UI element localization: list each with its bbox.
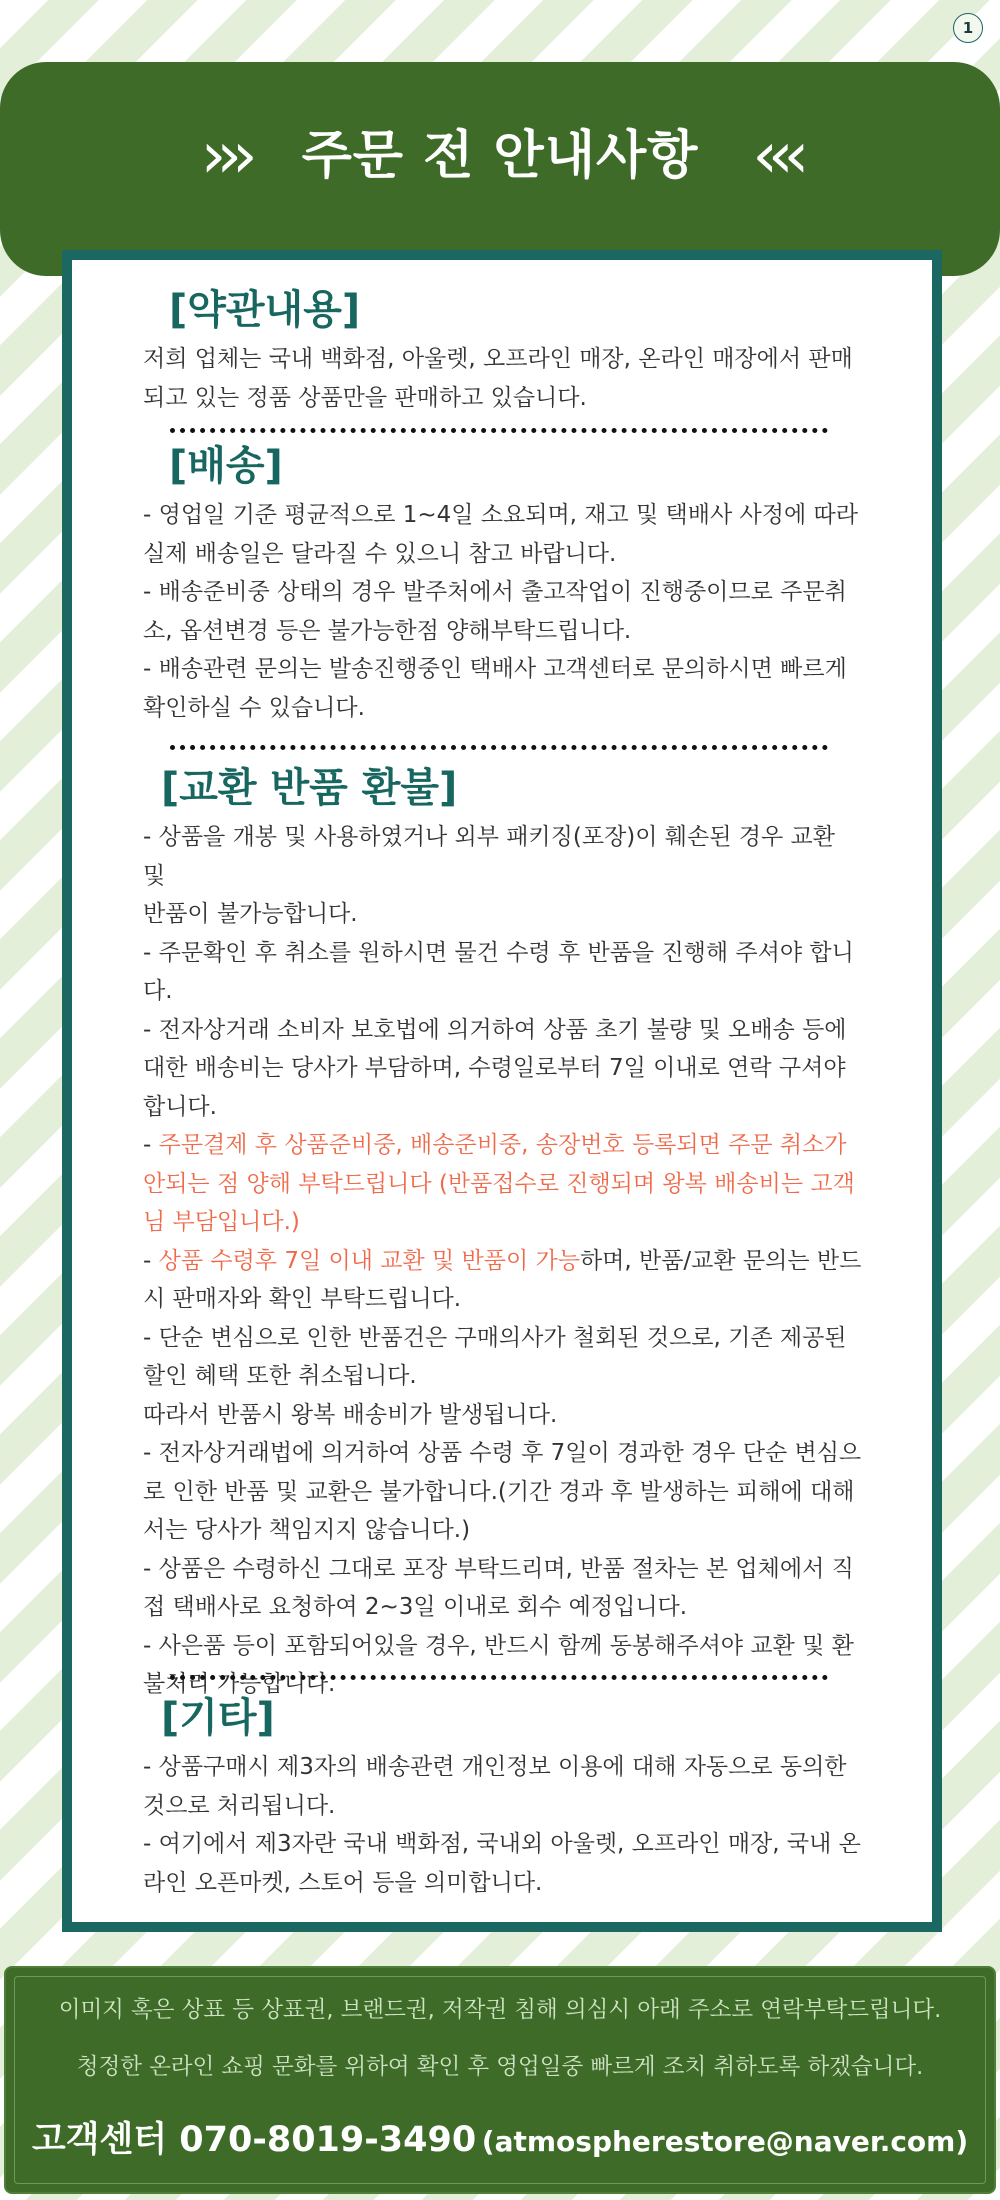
customer-center-phone: 고객센터 070-8019-3490 xyxy=(31,2120,477,2160)
terms-line: 되고 있는 정품 상품만을 판매하고 있습니다. xyxy=(143,384,587,411)
etc-line: 것으로 처리됩니다. xyxy=(143,1792,336,1819)
returns-line: - 상품은 수령하신 그대로 포장 부탁드리며, 반품 절차는 본 업체에서 직 xyxy=(143,1555,854,1582)
returns-highlight-text: 상품 수령후 7일 이내 교환 및 반품이 가능 xyxy=(158,1247,580,1274)
returns-line: 서는 당사가 책임지지 않습니다.) xyxy=(143,1517,471,1543)
section-divider xyxy=(170,1675,828,1680)
customer-center-email: (atmospherestore@naver.com) xyxy=(481,2125,969,2158)
page-title xyxy=(0,118,1000,195)
returns-warning-text: 주문결제 후 상품준비중, 배송준비중, 송장번호 등록되면 주문 취소가 xyxy=(158,1132,847,1158)
returns-section xyxy=(143,762,863,1704)
page-number-badge: 1 xyxy=(953,13,983,43)
terms-section xyxy=(143,284,863,417)
returns-warning-line xyxy=(143,1126,863,1165)
shipping-section xyxy=(143,440,863,727)
returns-line: 다. xyxy=(143,978,173,1004)
section-divider xyxy=(170,745,828,750)
returns-warning-dash: - xyxy=(143,1132,159,1158)
shipping-line: - 배송관련 문의는 발송진행중인 택배사 고객센터로 문의하시면 빠르게 xyxy=(143,656,847,682)
shipping-line: 실제 배송일은 달라질 수 있으니 참고 바랍니다. xyxy=(143,540,617,567)
chevron-right-icon: ››› xyxy=(200,119,248,193)
returns-line: - 주문확인 후 취소를 원하시면 물건 수령 후 반품을 진행해 주셔야 합니 xyxy=(143,939,854,966)
etc-line: - 여기에서 제3자란 국내 백화점, 국내외 아울렛, 오프라인 매장, 국내 온 xyxy=(143,1831,861,1857)
terms-title: [약관내용] xyxy=(169,287,361,333)
shipping-line: 소, 옵션변경 등은 불가능한점 양해부탁드립니다. xyxy=(143,617,632,644)
etc-line: - 상품구매시 제3자의 배송관련 개인정보 이용에 대해 자동으로 동의한 xyxy=(143,1754,847,1780)
returns-warning-line xyxy=(143,1165,863,1204)
returns-mixed-line xyxy=(143,1242,863,1281)
returns-warning-line xyxy=(143,1203,863,1242)
footer-notice-1: 이미지 혹은 상표 등 상표권, 브랜드권, 저작권 침해 의심시 아래 주소로 연락부탁드립니다. xyxy=(58,1997,942,2023)
returns-line: 대한 배송비는 당사가 부담하며, 수령일로부터 7일 이내로 연락 구셔야 xyxy=(143,1055,846,1081)
etc-line: 라인 오픈마켓, 스토어 등을 의미합니다. xyxy=(143,1869,543,1896)
returns-line: 반품이 불가능합니다. xyxy=(143,901,358,927)
section-divider xyxy=(170,428,828,433)
returns-line: 따라서 반품시 왕복 배송비가 발생됩니다. xyxy=(143,1401,558,1428)
returns-warning-text: 안되는 점 양해 부탁드립니다 (반품접수로 진행되며 왕복 배송비는 고객 xyxy=(143,1170,855,1197)
returns-line: - 전자상거래법에 의거하여 상품 수령 후 7일이 경과한 경우 단순 변심으 xyxy=(143,1440,862,1466)
returns-warning-text: 님 부담입니다.) xyxy=(143,1209,300,1235)
returns-line: - 상품을 개봉 및 사용하였거나 외부 패키징(포장)이 훼손된 경우 교환 및 xyxy=(143,824,835,889)
footer-notice-2: 청정한 온라인 쇼핑 문화를 위하여 확인 후 영업일중 빠르게 조치 취하도록 하겠습니다. xyxy=(76,2054,924,2080)
terms-line: 저희 업체는 국내 백화점, 아울렛, 오프라인 매장, 온라인 매장에서 판매 xyxy=(143,346,853,372)
etc-title: [기타] xyxy=(161,1695,275,1741)
returns-line: 로 인한 반품 및 교환은 불가합니다.(기간 경과 후 발생하는 피해에 대해 xyxy=(143,1478,855,1505)
returns-mixed-dash: - xyxy=(143,1247,159,1274)
returns-line: - 사은품 등이 포함되어있을 경우, 반드시 함께 동봉해주셔야 교환 및 환 xyxy=(143,1632,854,1659)
chevron-left-icon: ‹‹‹ xyxy=(752,119,800,193)
etc-section xyxy=(143,1692,863,1902)
returns-line: - 단순 변심으로 인한 반품건은 구매의사가 철회된 것으로, 기존 제공된 xyxy=(143,1324,847,1351)
returns-line: - 전자상거래 소비자 보호법에 의거하여 상품 초기 불량 및 오배송 등에 xyxy=(143,1016,847,1043)
returns-line: 접 택배사로 요청하여 2~3일 이내로 회수 예정입니다. xyxy=(143,1594,688,1620)
returns-line: 시 판매자와 확인 부탁드립니다. xyxy=(143,1286,462,1312)
customer-center-contact xyxy=(0,2118,1000,2168)
shipping-title: [배송] xyxy=(169,443,283,489)
shipping-line: 확인하실 수 있습니다. xyxy=(143,694,365,721)
returns-line: 합니다. xyxy=(143,1093,217,1120)
returns-title: [교환 반품 환불] xyxy=(161,765,458,811)
returns-line: 할인 혜택 또한 취소됩니다. xyxy=(143,1363,417,1389)
shipping-line: - 배송준비중 상태의 경우 발주처에서 출고작업이 진행중이므로 주문취 xyxy=(143,579,847,605)
shipping-line: - 영업일 기준 평균적으로 1~4일 소요되며, 재고 및 택배사 사정에 따라 xyxy=(143,502,858,528)
returns-mixed-rest: 하며, 반품/교환 문의는 반드 xyxy=(579,1247,862,1274)
returns-line: 불처리 가능합니다. xyxy=(143,1671,336,1697)
page-title-text: 주문 전 안내사항 xyxy=(301,126,699,186)
